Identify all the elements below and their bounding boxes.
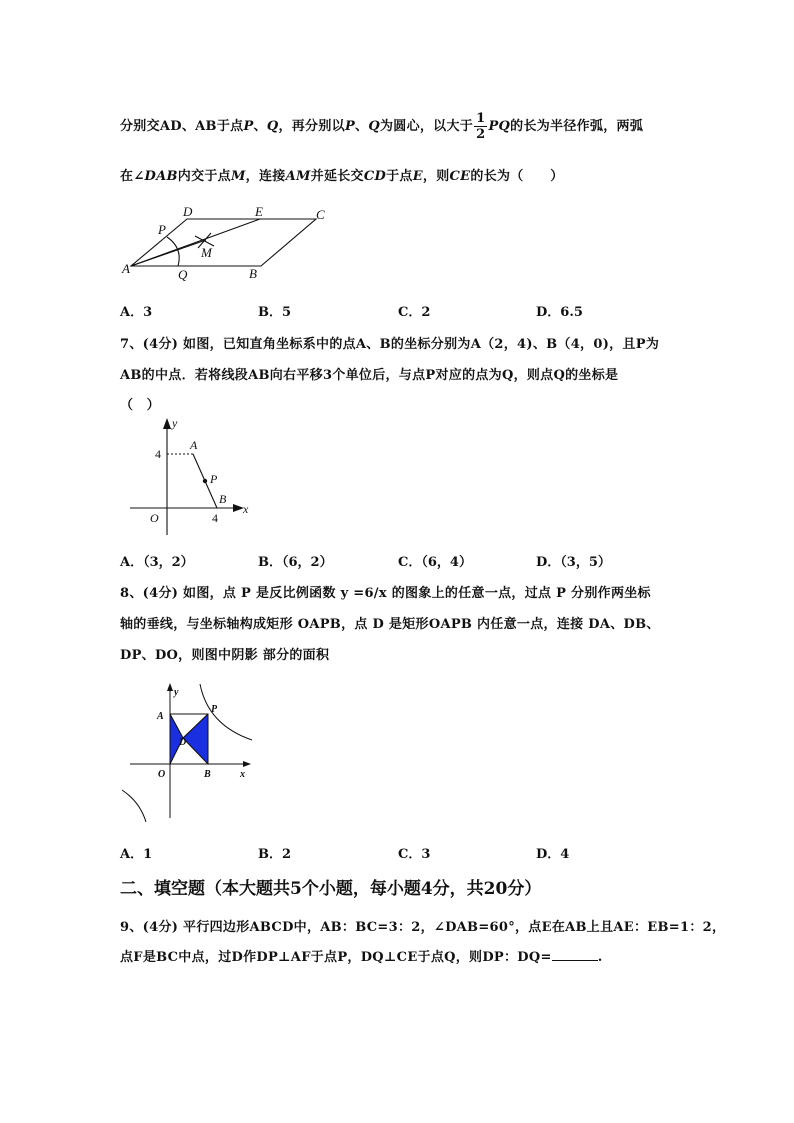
label-c: C <box>316 207 325 222</box>
point-e-label: E <box>412 169 423 184</box>
label-a: A <box>157 711 164 722</box>
q6-text: 分别交AD、AB于点 <box>120 119 244 134</box>
hyperbola-branch-3 <box>122 790 146 822</box>
q6-parallelogram-figure <box>118 205 348 285</box>
fraction-numerator: 1 <box>476 111 486 126</box>
segment-ce-label: CE <box>449 169 471 184</box>
q9-line-2-end: . <box>597 950 603 965</box>
q8-option-c[interactable]: C．3 <box>398 847 431 862</box>
angle-dab-label: ∠DAB <box>133 169 178 184</box>
label-q: Q <box>178 267 188 282</box>
y-axis-arrow <box>167 683 173 691</box>
q6-text: 的长为（ ） <box>470 169 564 184</box>
label-m: M <box>201 245 212 260</box>
answer-blank[interactable] <box>552 950 598 961</box>
q6-line-1 <box>120 112 643 141</box>
q7-option-a[interactable]: A．（3，2） <box>120 555 194 570</box>
point-p-dot <box>203 479 207 483</box>
q7-option-b[interactable]: B．（6，2） <box>258 555 333 570</box>
q7-line-2: AB的中点．若将线段AB向右平移3个单位后，与点P对应的点为Q，则点Q的坐标是 <box>120 368 619 383</box>
q7-line-3: （ ） <box>120 398 160 413</box>
q6-text: 于点 <box>386 169 413 184</box>
q6-option-d[interactable]: D．6.5 <box>536 305 583 320</box>
label-x: x <box>243 502 249 516</box>
q9-line-1: 9、(4分) 平行四边形ABCD中，AB：BC=3：2，∠DAB=60°，点E在AB上且AE：EB=1：2， <box>120 920 726 935</box>
q6-text: ，再分别以 <box>278 119 345 134</box>
label-a: A <box>122 261 130 276</box>
q6-line-2 <box>120 165 564 184</box>
q8-line-2: 轴的垂线，与坐标轴构成矩形 OAPB，点 D 是矩形OAPB 内任意一点，连接 DA、DB、 <box>120 617 660 632</box>
point-p-label: P <box>243 119 254 134</box>
label-four-x: 4 <box>212 511 218 525</box>
q7-option-c[interactable]: C．（6，4） <box>398 555 472 570</box>
q6-text: 的长为半径作弧，两弧 <box>510 119 644 134</box>
label-d: D <box>183 204 193 219</box>
label-p: P <box>211 704 218 715</box>
shaded-triangle-dpb <box>183 714 208 764</box>
x-axis-arrow <box>243 761 251 767</box>
label-o: O <box>150 511 159 525</box>
label-a: A <box>190 438 198 452</box>
q8-rectangle-figure <box>118 680 258 825</box>
q6-text: ，连接 <box>245 169 286 184</box>
label-o: O <box>158 769 166 780</box>
q6-option-b[interactable]: B．5 <box>258 305 292 320</box>
segment-pq-label: PQ <box>488 119 511 134</box>
q6-text: 、 <box>253 119 267 134</box>
label-b: B <box>204 769 211 780</box>
q6-option-a[interactable]: A．3 <box>120 305 153 320</box>
q6-text: 在 <box>120 169 134 184</box>
point-p-label: P <box>344 119 356 134</box>
point-m-label: M <box>230 169 246 184</box>
section-heading-fill-in: 二、填空题（本大题共5个小题，每小题4分，共20分） <box>120 879 542 899</box>
segment-cd-label: CD <box>363 169 387 184</box>
label-b: B <box>219 492 227 506</box>
q8-option-d[interactable]: D．4 <box>536 847 570 862</box>
segment-am-label: AM <box>285 169 311 184</box>
q6-text: 、 <box>355 119 369 134</box>
q7-line-1: 7、(4分) 如图，已知直角坐标系中的点A、B的坐标分别为A（2，4)、B（4，0)，且P为 <box>120 337 660 352</box>
q7-option-d[interactable]: D．（3，5） <box>536 555 611 570</box>
q6-text: 为圆心，以大于 <box>379 119 474 134</box>
label-e: E <box>255 204 263 219</box>
y-axis-arrow <box>163 418 171 429</box>
point-q-label: Q <box>266 119 279 134</box>
segment-am-helper <box>131 240 206 266</box>
q6-text: ，则 <box>422 169 450 184</box>
fraction-one-half <box>474 112 487 141</box>
label-y: y <box>174 687 179 698</box>
q6-option-c[interactable]: C．2 <box>398 305 431 320</box>
q8-line-1: 8、(4分) 如图，点 P 是反比例函数 y =6/x 的图象上的任意一点，过点 P 分别作两坐标 <box>120 586 651 601</box>
q6-text: 内交于点 <box>177 169 231 184</box>
label-b: B <box>249 266 257 281</box>
label-d: D <box>179 737 187 748</box>
q8-line-3: DP、DO，则图中阴影 部分的面积 <box>120 648 330 663</box>
q9-line-2-text: 点F是BC中点，过D作DP⊥AF于点P，DQ⊥CE于点Q，则DP：DQ= <box>120 950 552 965</box>
label-p: P <box>210 472 218 486</box>
label-x: x <box>240 769 245 780</box>
q9-line-2 <box>120 946 603 965</box>
label-y: y <box>172 416 178 430</box>
label-four-y: 4 <box>155 447 161 461</box>
point-q-label: Q <box>368 119 380 134</box>
q6-text: 并延长交 <box>310 169 364 184</box>
q8-option-a[interactable]: A．1 <box>120 847 153 862</box>
fraction-denominator: 2 <box>476 127 486 142</box>
q7-coordinate-figure <box>125 415 255 540</box>
q8-option-b[interactable]: B．2 <box>258 847 292 862</box>
label-p: P <box>158 222 166 237</box>
